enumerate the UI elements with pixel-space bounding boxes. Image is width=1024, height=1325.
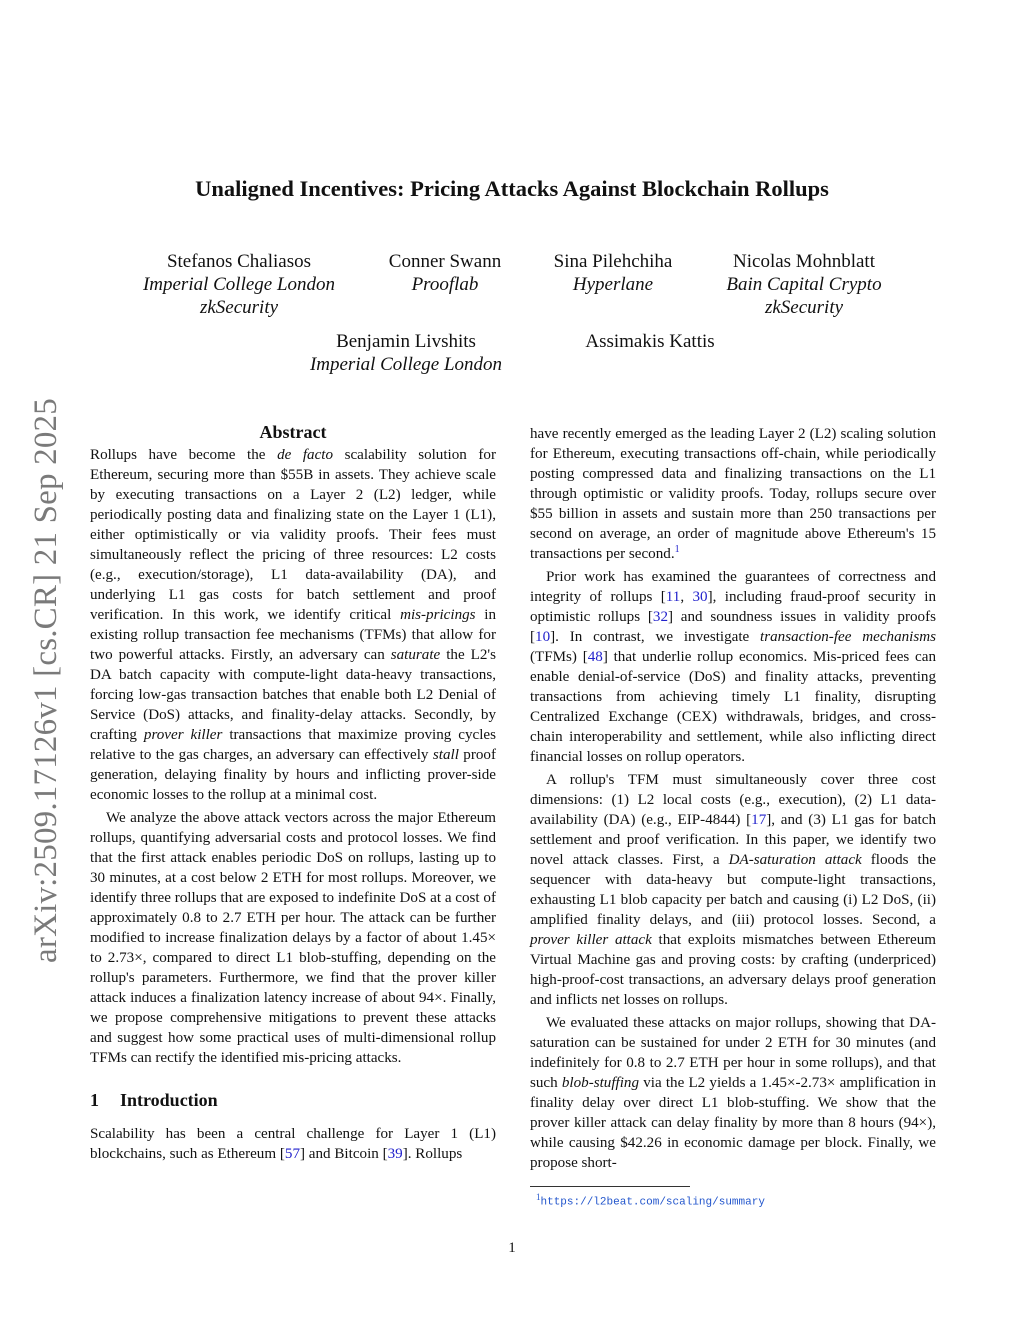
citation-link[interactable]: 17 (751, 812, 767, 828)
citation-link[interactable]: 30 (692, 589, 708, 605)
citation-link[interactable]: 57 (284, 1146, 300, 1162)
author-affiliation: Prooflab (411, 274, 479, 295)
paper-title: Unaligned Incentives: Pricing Attacks Against Blockchain Rollups (195, 176, 829, 201)
author-name: Conner Swann (388, 251, 502, 272)
citation-link[interactable]: 10 (535, 629, 551, 645)
intro-paragraph: A rollup's TFM must simultaneously cover three cost dimensions: (1) L2 local costs (e.g., execution), (2) L1 data-availability (DA) (e.g., EIP-4844) [17], and (3) L1 gas for batch settlement and proof verification. In this paper, we identify two novel attack classes. First, a DA-saturation attack floods the sequencer with data-heavy but compute-light transactions, exhausting L1 blob capacity per batch and causing (i) L2 DoS, (ii) amplified finality delays, and (iii) protocol losses. Second, a prover killer attack that exploits mismatches between Ethereum Virtual Machine gas and proving costs: by crafting (underpriced) high-proof-cost transactions, an adversary delays proof generation and inflicts net losses on rollups. (530, 772, 936, 1008)
arxiv-id-text: arXiv:2509.17126v1 [cs.CR] 21 Sep 2025 (27, 397, 64, 963)
left-column (90, 420, 496, 1167)
intro-paragraph: Prior work has examined the guarantees of correctness and integrity of rollups [11, 30], including fraud-proof security in optimistic rollups [32] and soundness issues in validity proofs [10]. In contrast, we investigate transaction-fee mechanisms (TFMs) [48] that underlie rollup economics. Mis-priced fees can enable denial-of-service (DoS) and finality attacks, preventing transactions from achieving timely L1 finality, disrupting Centralized Exchange (CEX) withdrawals, bridges, and cross-chain interoperability and settlement, while also inflicting direct financial losses on rollup operators. (530, 569, 937, 765)
author-block (290, 330, 522, 376)
abstract-paragraph: We analyze the above attack vectors across the major Ethereum rollups, quantifying adversarial costs and protocol losses. We find that the first attack enables periodic DoS on rollups, lasting up to 30 minutes, at a cost below 2 ETH for most rollups. Moreover, we identify three rollups that are exposed to indefinite DoS at a cost of approximately 0.8 to 2.7 ETH per hour. The attack can be further modified to increase finalization delays by a factor of about 1.45× to 2.73×, compared to direct L1 blob-stuffing, depending on the rollup's parameters. Furthermore, we find that the prover killer attack induces a finalization latency increase of about 94×. Finally, we propose comprehensive mitigations to prevent these attacks and suggest how some practical uses of multi-dimensional rollup TFMs can rectify the identified mis-pricing attacks. (90, 810, 496, 1066)
author-affiliation: zkSecurity (764, 297, 844, 318)
abstract-heading: Abstract (259, 422, 327, 442)
intro-paragraph-continued: have recently emerged as the leading Layer 2 (L2) scaling solution for Ethereum, executing transactions off-chain, while periodically posting compressed data and finalizing transactions on the L1 through optimistic or validity proofs. Today, rollups secure over $55 billion in assets and sustain more than 250 transactions per second on average, an order of magnitude above Ethereum's 15 transactions per second.$^1$ (530, 426, 936, 562)
footnote-marker[interactable]: 1 (674, 543, 680, 555)
arxiv-identifier (20, 374, 72, 986)
section-heading: 1 Introduction (90, 1090, 218, 1110)
citation-link[interactable]: 48 (587, 649, 603, 665)
author-block (570, 330, 730, 353)
intro-paragraph: Scalability has been a central challenge for Layer 1 (L1) blockchains, such as Ethereum [57] and Bitcoin [39]. Rollups (90, 1126, 496, 1162)
author-block (130, 250, 348, 319)
page-number: 1 (508, 1240, 516, 1256)
author-affiliation: zkSecurity (199, 297, 279, 318)
author-name: Stefanos Chaliasos (166, 251, 312, 272)
abstract-paragraph: Rollups have become the de facto scalability solution for Ethereum, securing more than $55B in assets. They achieve scale by executing transactions on a Layer 2 (L2) ledger, while periodically posting data and finalizing state on the Layer 1 (L1), either optimistically or via validity proofs. Their fees must simultaneously reflect the pricing of three resources: L2 costs (e.g., execution/storage), L1 data-availability (DA), and underlying L1 gas costs for batch settlement and proof verification. In this work, we identify critical mis-pricings in existing rollup transaction fee mechanisms (TFMs) that allow for two powerful attacks. Firstly, an adversary can saturate the L2's DA batch capacity with compute-light data-heavy transactions, forcing low-gas transaction batches that enable both L2 Denial of Service (DoS) attacks, and finality-delay attacks. Secondly, by crafting prover killer transactions that maximize proving cycles relative to the gas charges, an adversary can effectively stall proof generation, delaying finality by hours and inflicting prover-side economic losses to the rollup at a minimal cost. (90, 447, 497, 803)
citation-link[interactable]: 39 (387, 1146, 403, 1162)
footnote-link[interactable]: https://l2beat.com/scaling/summary (540, 1196, 765, 1209)
footnote-rule (530, 1186, 690, 1187)
author-affiliation: Bain Capital Crypto (726, 274, 882, 295)
author-name: Assimakis Kattis (585, 331, 715, 352)
author-name: Benjamin Livshits (336, 331, 476, 352)
author-affiliation: Imperial College London (309, 354, 503, 375)
author-affiliation: Hyperlane (572, 274, 654, 295)
intro-paragraph: We evaluated these attacks on major rollups, showing that DA-saturation can be sustained for under 2 ETH for 30 minutes (and indefinitely for 0.8 to 2.7 ETH per hour in some rollups), and that such blob-stuffing via the L2 yields a 1.45×-2.73× amplification in finality delay over direct L1 blob-stuffing. We show that the prover killer attack can delay finality by more than 8 hours (94×), while causing $42.26 in economic damage per block. Finally, we propose short- (530, 1015, 936, 1171)
author-name: Sina Pilehchiha (553, 251, 673, 272)
right-column (530, 424, 936, 1176)
author-block (708, 250, 900, 319)
citation-link[interactable]: 32 (652, 609, 668, 625)
author-block (538, 250, 688, 296)
author-affiliation: Imperial College London (142, 274, 336, 295)
footnote: $^1$https://l2beat.com/scaling/summary (536, 1192, 765, 1209)
author-name: Nicolas Mohnblatt (733, 251, 875, 272)
author-block (370, 250, 520, 296)
citation-link[interactable]: 11 (665, 589, 681, 605)
